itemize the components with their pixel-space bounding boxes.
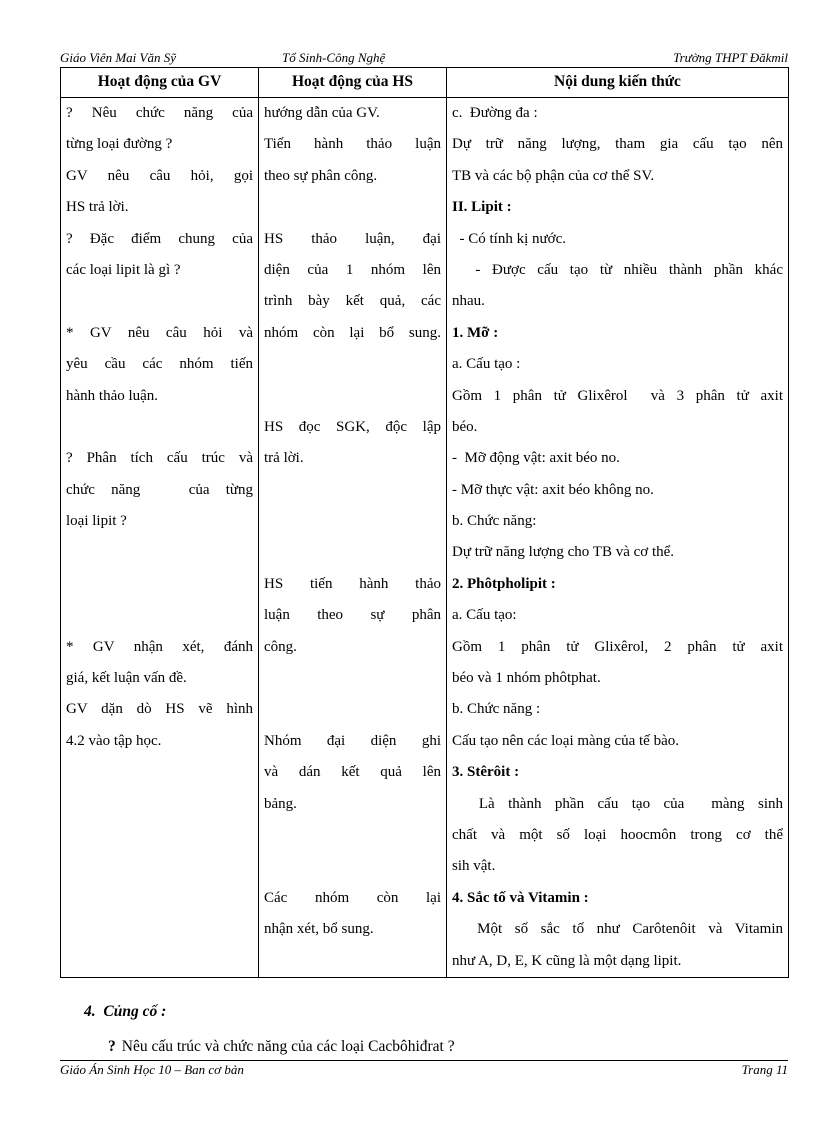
question-text: Nêu cấu trúc và chức năng của các loại Cacbôhiđrat ?	[121, 1038, 455, 1055]
column-header-gv: Hoạt động của GV	[61, 68, 259, 98]
column-header-content: Nội dung kiến thức	[447, 68, 789, 98]
hs-text-line	[264, 475, 441, 506]
hs-text-line	[264, 820, 441, 851]
hs-text-line: bảng.	[264, 795, 297, 812]
content-text-line: sih vật.	[452, 858, 496, 875]
gv-text-line: 4.2 vào tập học.	[66, 732, 162, 749]
content-text-line: - Mỡ thực vật: axit béo không no.	[452, 481, 654, 498]
header-school: Trường THPT Đăkmil	[673, 50, 788, 65]
content-text-line: 4. Sắc tố và Vitamin :	[452, 889, 589, 906]
content-text-line: béo.	[452, 418, 478, 435]
hs-text-line: theo sự phân công.	[264, 167, 378, 184]
gv-text-line	[66, 537, 253, 568]
gv-text-line: yêu cầu các nhóm tiến	[66, 356, 253, 373]
gv-text-line: GV dặn dò HS vẽ hình	[66, 701, 253, 718]
hs-text-line	[264, 192, 441, 223]
content-text-line: - Được cấu tạo từ nhiều thành phần khác	[452, 261, 783, 278]
hs-text-line: trả lời.	[264, 450, 304, 467]
content-text-line: TB và các bộ phận của cơ thể SV.	[452, 167, 655, 184]
gv-text-line	[66, 820, 253, 851]
hs-text-line	[264, 506, 441, 537]
column-header-hs: Hoạt động của HS	[259, 68, 447, 98]
header-department: Tổ Sinh-Công Nghệ	[282, 50, 386, 65]
hs-text-line	[264, 349, 441, 380]
hs-text-line	[264, 663, 441, 694]
hs-text-line: HS tiến hành thảo	[264, 575, 441, 592]
hs-activity-cell	[259, 98, 447, 978]
content-text-line: II. Lipit :	[452, 199, 512, 216]
hs-text-line	[264, 381, 441, 412]
content-text-line: 3. Stêrôit :	[452, 764, 520, 781]
content-text-line: như A, D, E, K cũng là một dạng lipit.	[452, 952, 682, 969]
gv-text-line: * GV nhận xét, đánh	[66, 638, 253, 655]
gv-text-line	[66, 883, 253, 914]
gv-text-line: chức năng của từng	[66, 481, 253, 498]
content-text-line: Dự trữ năng lượng cho TB và cơ thể.	[452, 544, 675, 561]
hs-text-line: HS đọc SGK, độc lập	[264, 418, 441, 435]
hs-text-line: công.	[264, 638, 297, 655]
hs-text-line	[264, 946, 441, 977]
gv-text-line: giá, kết luận vấn đề.	[66, 670, 187, 687]
hs-text-line	[264, 851, 441, 882]
review-question	[108, 1038, 455, 1056]
content-text-line: Dự trữ năng lượng, tham gia cấu tạo nên	[452, 136, 783, 153]
section-heading	[84, 1003, 166, 1021]
hs-text-line: Tiến hành thảo luận	[264, 136, 441, 153]
content-text-line: b. Chức năng :	[452, 701, 541, 718]
gv-text-line	[66, 914, 253, 945]
content-text-line: Gồm 1 phân tử Glixêrol và 3 phân tử axit	[452, 387, 783, 404]
gv-text-line	[66, 412, 253, 443]
gv-text-line	[66, 946, 253, 977]
lesson-table	[60, 67, 789, 978]
page-footer	[60, 1060, 788, 1077]
gv-text-line: HS trả lời.	[66, 199, 129, 216]
table-row	[61, 98, 789, 978]
gv-text-line	[66, 600, 253, 631]
footer-page-number: Trang 11	[741, 1062, 788, 1077]
content-cell	[447, 98, 789, 978]
content-text-line: a. Cấu tạo :	[452, 356, 521, 373]
gv-text-line: * GV nêu câu hỏi và	[66, 324, 253, 341]
section-number: 4.	[84, 1003, 96, 1020]
hs-text-line: nhận xét, bổ sung.	[264, 921, 374, 938]
gv-text-line: ? Phân tích cấu trúc và	[66, 450, 253, 467]
hs-text-line: trình bày kết quả, các	[264, 293, 441, 310]
question-mark: ?	[108, 1038, 116, 1055]
gv-text-line: GV nêu câu hỏi, gọi	[66, 167, 253, 184]
table-header-row	[61, 68, 789, 98]
section-title: Củng cố :	[103, 1003, 167, 1020]
gv-text-line: các loại lipit là gì ?	[66, 261, 181, 278]
content-text-line: c. Đường đa :	[452, 105, 538, 121]
footer-title: Giáo Án Sinh Học 10 – Ban cơ bản	[60, 1062, 244, 1077]
content-text-line: Gồm 1 phân tử Glixêrol, 2 phân tử axit	[452, 638, 783, 655]
header-teacher: Giáo Viên Mai Văn Sỹ	[60, 50, 177, 65]
gv-text-line: ? Nêu chức năng của	[66, 105, 253, 121]
hs-text-line: và dán kết quả lên	[264, 764, 441, 781]
hs-text-line: HS thảo luận, đại	[264, 230, 441, 247]
gv-text-line: loại lipit ?	[66, 513, 127, 530]
gv-text-line: hành thảo luận.	[66, 387, 159, 404]
gv-text-line	[66, 757, 253, 788]
content-text-line: béo và 1 nhóm phôtphat.	[452, 670, 601, 687]
hs-text-line: Nhóm đại diện ghi	[264, 732, 441, 749]
content-text-line: Là thành phần cấu tạo của màng sinh	[452, 795, 783, 812]
gv-text-line	[66, 569, 253, 600]
content-text-line: Một số sắc tố như Carôtenôit và Vitamin	[452, 921, 783, 938]
hs-text-line: luận theo sự phân	[264, 607, 441, 624]
content-text-line: chất và một số loại hoocmôn trong cơ thể	[452, 826, 783, 843]
content-text-line: a. Cấu tạo:	[452, 607, 517, 624]
hs-text-line: nhóm còn lại bổ sung.	[264, 324, 441, 341]
gv-text-line: từng loại đường ?	[66, 136, 173, 153]
content-text-line: - Có tính kị nước.	[452, 230, 566, 247]
gv-text-line	[66, 789, 253, 820]
page-header	[60, 50, 788, 68]
gv-activity-cell	[61, 98, 259, 978]
hs-text-line: diện của 1 nhóm lên	[264, 261, 441, 278]
content-text-line: Cấu tạo nên các loại màng của tế bào.	[452, 732, 679, 749]
hs-text-line	[264, 537, 441, 568]
gv-text-line	[66, 286, 253, 317]
content-text-line: - Mỡ động vật: axit béo no.	[452, 450, 620, 467]
gv-text-line: ? Đặc điểm chung của	[66, 230, 253, 247]
hs-text-line	[264, 694, 441, 725]
content-text-line: b. Chức năng:	[452, 513, 537, 530]
content-text-line: 2. Phôtpholipit :	[452, 575, 556, 592]
hs-text-line: Các nhóm còn lại	[264, 889, 441, 906]
gv-text-line	[66, 851, 253, 882]
content-text-line: nhau.	[452, 293, 485, 310]
hs-text-line: hướng dẫn của GV.	[264, 105, 380, 121]
content-text-line: 1. Mỡ :	[452, 324, 499, 341]
